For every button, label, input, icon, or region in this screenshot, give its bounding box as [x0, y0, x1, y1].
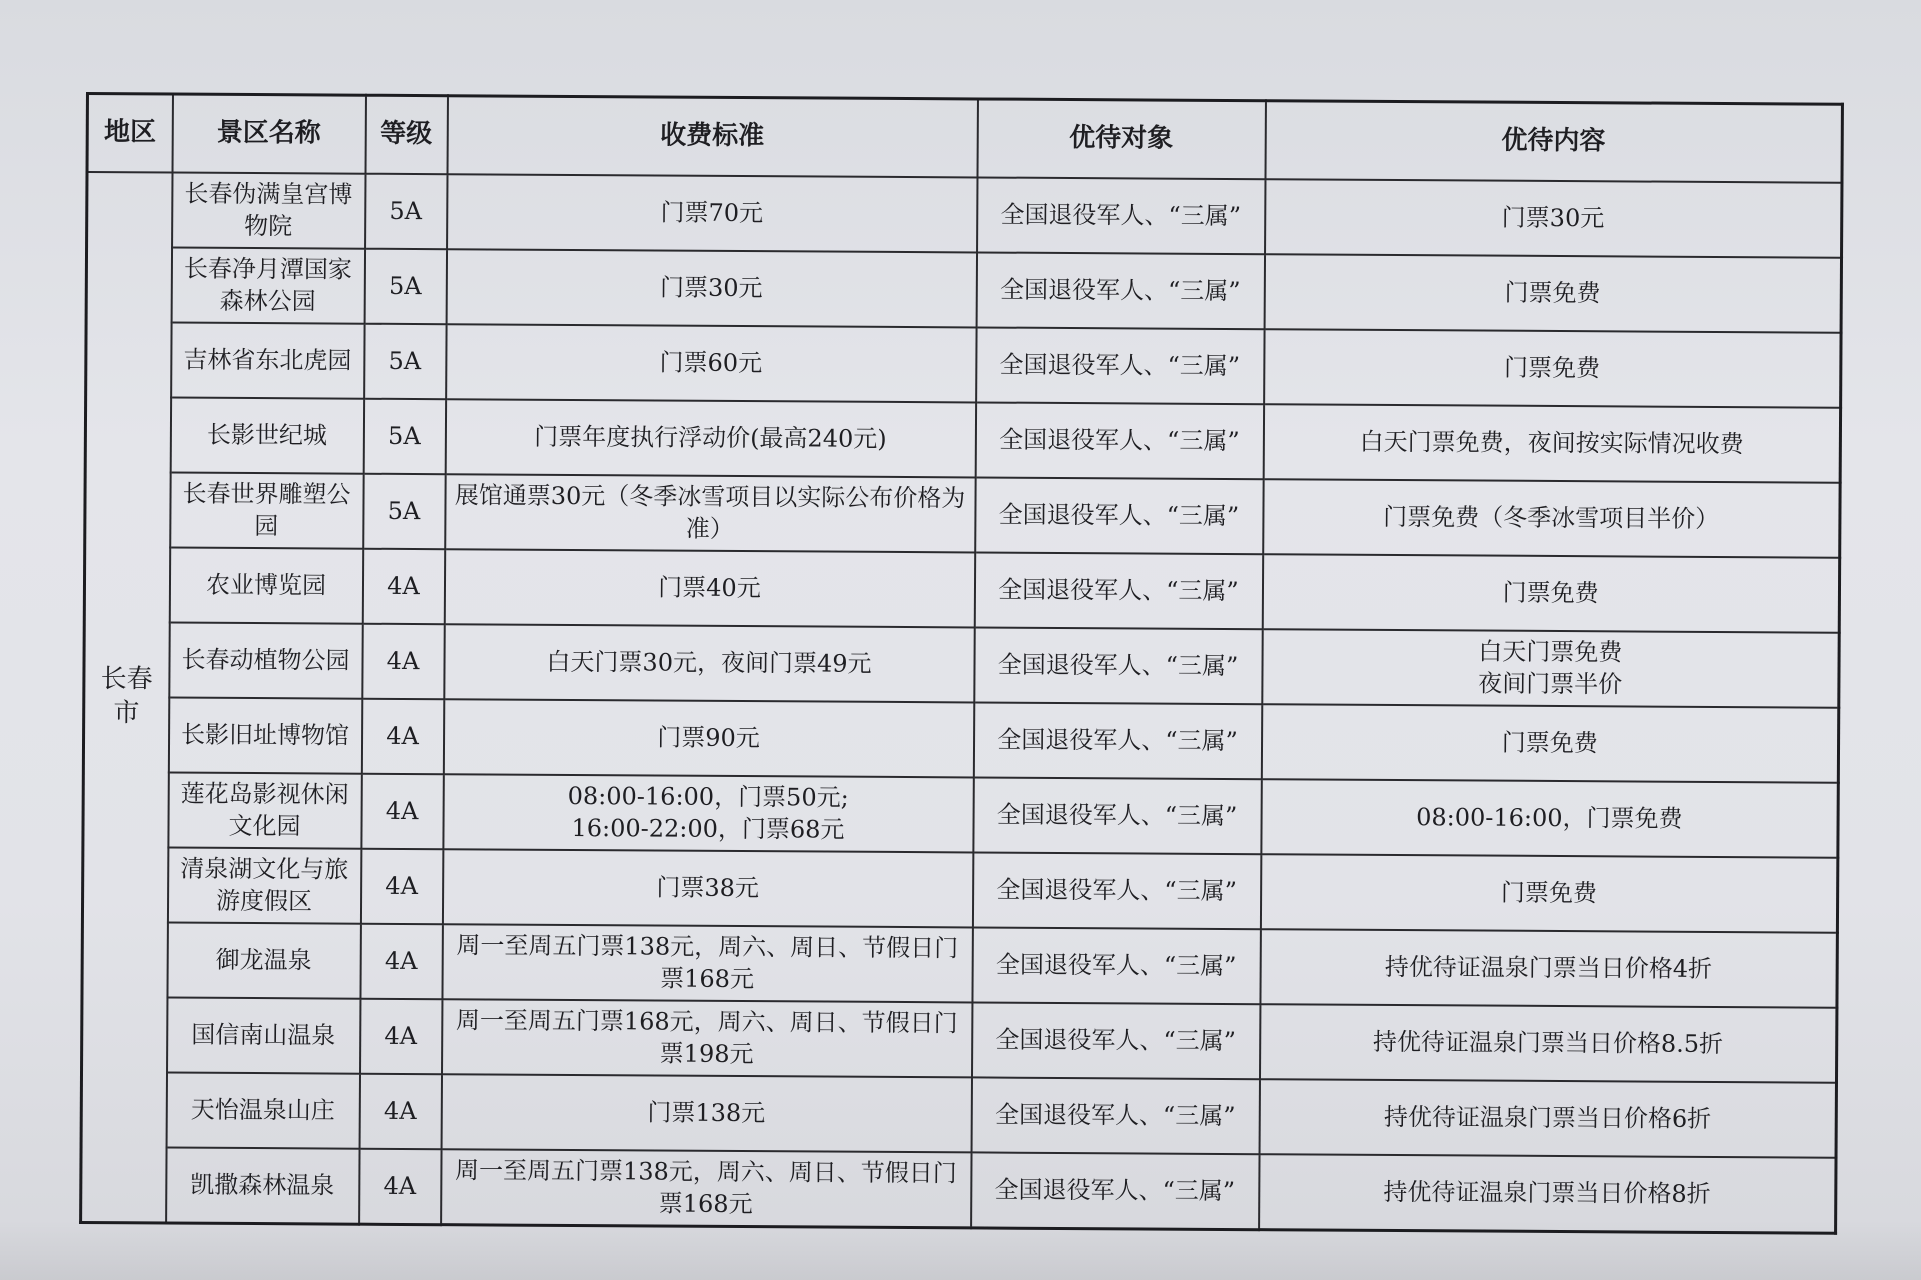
table-row [86, 322, 1841, 408]
table-row [82, 922, 1837, 1008]
fee-standard-cell: 周一至周五门票138元，周六、周日、节假日门票168元 [441, 1149, 971, 1228]
benefit-cell: 门票免费（冬季冰雪项目半价） [1263, 479, 1840, 558]
target-group-cell: 全国退役军人、“三属” [973, 777, 1261, 854]
level-cell: 4A [362, 624, 444, 699]
table-header [87, 94, 1842, 183]
benefit-cell: 门票免费 [1264, 254, 1841, 333]
level-cell: 4A [362, 549, 444, 624]
level-cell: 4A [361, 699, 443, 774]
target-group-cell: 全国退役军人、“三属” [976, 327, 1264, 404]
target-group-cell: 全国退役军人、“三属” [974, 552, 1262, 629]
header-fee-standard: 收费标准 [447, 96, 977, 178]
fee-standard-cell: 门票70元 [447, 174, 977, 252]
scenic-name-cell: 长影旧址博物馆 [168, 698, 361, 774]
scenic-discount-table [79, 92, 1844, 1235]
target-group-cell: 全国退役军人、“三属” [971, 1002, 1259, 1079]
scenic-name-cell: 莲花岛影视休闲文化园 [168, 773, 361, 849]
scenic-name-cell: 农业博览园 [169, 548, 362, 624]
level-cell: 4A [361, 774, 443, 849]
scenic-name-cell: 长影世纪城 [170, 398, 363, 474]
fee-standard-cell: 门票90元 [443, 699, 973, 777]
target-group-cell: 全国退役军人、“三属” [973, 702, 1261, 779]
benefit-cell: 持优待证温泉门票当日价格8.5折 [1259, 1004, 1836, 1083]
level-cell: 5A [363, 474, 445, 549]
target-group-cell: 全国退役军人、“三属” [976, 252, 1264, 329]
table-row [84, 547, 1839, 633]
fee-standard-cell: 门票40元 [444, 549, 974, 627]
scenic-name-cell: 天怡温泉山庄 [166, 1073, 359, 1149]
target-group-cell: 全国退役军人、“三属” [974, 627, 1262, 704]
table-row [83, 697, 1838, 783]
fee-standard-cell: 周一至周五门票168元，周六、周日、节假日门票198元 [442, 999, 972, 1077]
target-group-cell: 全国退役军人、“三属” [971, 1152, 1259, 1229]
fee-standard-cell: 周一至周五门票138元，周六、周日、节假日门票168元 [442, 924, 972, 1002]
benefit-cell: 门票免费 [1264, 329, 1841, 408]
table-body [81, 172, 1842, 1233]
level-cell: 4A [359, 1074, 441, 1149]
fee-standard-cell: 展馆通票30元（冬季冰雪项目以实际公布价格为准） [445, 474, 975, 552]
scenic-name-cell: 凯撒森林温泉 [166, 1148, 359, 1225]
table-row [83, 772, 1838, 858]
table-row [82, 847, 1837, 933]
scenic-name-cell: 长春动植物公园 [169, 623, 362, 699]
benefit-cell: 门票免费 [1260, 854, 1837, 933]
fee-standard-cell: 08:00-16:00，门票50元; 16:00-22:00，门票68元 [443, 774, 973, 852]
table-row [85, 472, 1840, 558]
level-cell: 4A [360, 849, 442, 924]
benefit-cell: 门票30元 [1265, 179, 1842, 258]
level-cell: 5A [365, 174, 447, 249]
level-cell: 5A [363, 399, 445, 474]
benefit-cell: 门票免费 [1261, 704, 1838, 783]
scenic-name-cell: 吉林省东北虎园 [171, 323, 364, 399]
level-cell: 4A [359, 1149, 441, 1225]
target-group-cell: 全国退役军人、“三属” [972, 852, 1260, 929]
target-group-cell: 全国退役军人、“三属” [971, 1077, 1259, 1154]
scenic-name-cell: 御龙温泉 [167, 923, 360, 999]
table-row [84, 622, 1839, 708]
benefit-cell: 持优待证温泉门票当日价格4折 [1260, 929, 1837, 1008]
fee-standard-cell: 门票60元 [446, 324, 976, 402]
scenic-name-cell: 长春世界雕塑公园 [170, 473, 363, 549]
table-row [87, 172, 1842, 258]
header-row [87, 94, 1842, 183]
fee-standard-cell: 门票年度执行浮动价(最高240元) [445, 399, 975, 477]
level-cell: 4A [360, 924, 442, 999]
scenic-name-cell: 长春伪满皇宫博物院 [172, 173, 365, 249]
header-benefit: 优待内容 [1265, 101, 1842, 183]
table-row [81, 1072, 1836, 1158]
paper-shadow [0, 1220, 1921, 1280]
target-group-cell: 全国退役军人、“三属” [977, 177, 1265, 254]
header-target-group: 优待对象 [977, 99, 1265, 179]
header-level: 等级 [365, 95, 447, 174]
table-row [86, 247, 1841, 333]
table-row [85, 397, 1840, 483]
benefit-cell: 持优待证温泉门票当日价格8折 [1259, 1154, 1836, 1233]
fee-standard-cell: 白天门票30元，夜间门票49元 [444, 624, 974, 702]
benefit-cell: 08:00-16:00，门票免费 [1261, 779, 1838, 858]
region-cell: 长春市 [81, 172, 172, 1223]
document-sheet [79, 92, 1841, 1235]
level-cell: 5A [364, 324, 446, 399]
target-group-cell: 全国退役军人、“三属” [975, 402, 1263, 479]
scenic-name-cell: 清泉湖文化与旅游度假区 [167, 848, 360, 924]
level-cell: 5A [364, 249, 446, 324]
table-row [82, 997, 1837, 1083]
target-group-cell: 全国退役军人、“三属” [972, 927, 1260, 1004]
fee-standard-cell: 门票38元 [442, 849, 972, 927]
benefit-cell: 白天门票免费 夜间门票半价 [1262, 629, 1839, 708]
benefit-cell: 持优待证温泉门票当日价格6折 [1259, 1079, 1836, 1158]
header-region: 地区 [87, 94, 172, 173]
fee-standard-cell: 门票138元 [441, 1074, 971, 1152]
scenic-name-cell: 长春净月潭国家森林公园 [171, 248, 364, 324]
scenic-name-cell: 国信南山温泉 [167, 998, 360, 1074]
benefit-cell: 门票免费 [1262, 554, 1839, 633]
benefit-cell: 白天门票免费，夜间按实际情况收费 [1263, 404, 1840, 483]
header-scenic-name: 景区名称 [172, 94, 365, 174]
target-group-cell: 全国退役军人、“三属” [975, 477, 1263, 554]
fee-standard-cell: 门票30元 [446, 249, 976, 327]
level-cell: 4A [360, 999, 442, 1074]
